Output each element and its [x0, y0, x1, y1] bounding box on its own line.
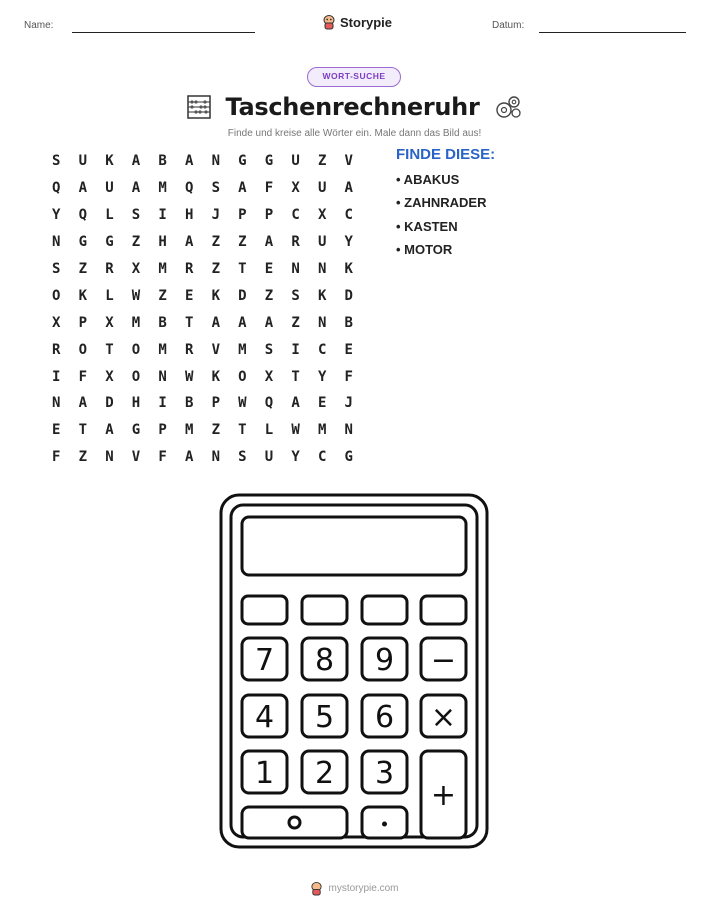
grid-letter[interactable]: G	[264, 153, 274, 170]
word-item: • ABAKUS	[396, 172, 460, 187]
grid-letter[interactable]: M	[158, 261, 167, 277]
grid-letter[interactable]: R	[52, 341, 61, 358]
grid-letter[interactable]: J	[211, 207, 220, 224]
grid-row	[52, 444, 371, 471]
grid-letter[interactable]: Z	[317, 153, 327, 170]
grid-letter[interactable]: F	[344, 368, 353, 385]
grid-letter[interactable]: H	[158, 234, 167, 251]
grid-letter[interactable]: K	[105, 153, 114, 170]
grid-letter[interactable]: X	[131, 261, 141, 277]
grid-row	[52, 148, 371, 175]
calc-key-label: 9	[374, 643, 395, 678]
grid-letter[interactable]: R	[184, 341, 194, 358]
instructions: Finde und kreise alle Wörter ein. Male dann das Bild aus!	[227, 128, 482, 139]
grid-letter[interactable]: A	[131, 153, 141, 170]
letter-grid	[52, 148, 371, 471]
grid-letter[interactable]: N	[211, 449, 220, 466]
grid-letter[interactable]: T	[238, 261, 247, 277]
grid-letter[interactable]: L	[105, 207, 114, 224]
grid-letter[interactable]: O	[52, 287, 61, 304]
grid-letter[interactable]: S	[52, 153, 61, 170]
grid-letter[interactable]: N	[52, 234, 61, 251]
grid-letter[interactable]: P	[78, 314, 88, 331]
calc-key-label: ×	[430, 700, 457, 735]
calc-key-label: 7	[254, 643, 275, 678]
grid-letter[interactable]: K	[211, 287, 220, 304]
word-item: • KASTEN	[396, 218, 458, 234]
storypie-brand	[322, 14, 392, 30]
grid-letter[interactable]: U	[291, 153, 300, 170]
grid-letter[interactable]: Y	[317, 368, 327, 385]
grid-letter[interactable]: S	[238, 449, 247, 466]
calc-key-label: 1	[254, 756, 275, 791]
grid-letter[interactable]: O	[131, 341, 141, 358]
grid-letter[interactable]: F	[264, 180, 274, 197]
grid-letter[interactable]: F	[158, 449, 167, 466]
grid-letter[interactable]: X	[105, 314, 114, 331]
grid-letter[interactable]: K	[317, 287, 327, 304]
word-search-badge: WORT-SUCHE	[307, 67, 401, 87]
grid-letter[interactable]: M	[184, 422, 194, 439]
grid-letter[interactable]: A	[211, 314, 220, 331]
grid-letter[interactable]: U	[105, 180, 114, 197]
grid-letter[interactable]: A	[131, 180, 141, 197]
grid-letter[interactable]: I	[291, 341, 300, 358]
calc-key-label: −	[430, 643, 457, 678]
grid-row	[52, 309, 371, 336]
grid-letter[interactable]: A	[184, 153, 194, 170]
grid-letter[interactable]: I	[52, 368, 61, 385]
grid-letter[interactable]: K	[78, 287, 88, 304]
grid-letter[interactable]: O	[78, 341, 88, 358]
grid-letter[interactable]: F	[52, 449, 61, 466]
calc-key-label: 3	[374, 756, 395, 791]
storypie-logo-icon	[310, 881, 323, 896]
grid-letter[interactable]: Z	[78, 449, 88, 466]
grid-letter[interactable]: E	[264, 261, 274, 277]
grid-letter[interactable]: Z	[211, 422, 220, 439]
name-line[interactable]	[72, 32, 255, 33]
grid-letter[interactable]: Y	[291, 449, 300, 466]
grid-letter[interactable]: Z	[264, 287, 274, 304]
grid-row	[52, 202, 371, 229]
grid-letter[interactable]: H	[131, 395, 141, 412]
grid-letter[interactable]: X	[52, 314, 61, 331]
grid-letter[interactable]: H	[184, 207, 194, 224]
word-list	[396, 172, 487, 266]
grid-letter[interactable]: D	[344, 287, 353, 304]
grid-letter[interactable]: M	[317, 422, 327, 439]
grid-letter[interactable]: Z	[238, 234, 247, 251]
grid-letter[interactable]: A	[105, 422, 114, 439]
calc-key-label: 2	[314, 756, 335, 791]
grid-letter[interactable]: C	[291, 207, 300, 224]
grid-letter[interactable]: Y	[52, 207, 61, 224]
grid-letter[interactable]: R	[291, 234, 300, 251]
grid-letter[interactable]: B	[158, 153, 167, 170]
grid-letter[interactable]: K	[344, 261, 353, 277]
grid-letter[interactable]: N	[344, 422, 353, 439]
grid-letter[interactable]: M	[131, 314, 141, 331]
grid-letter[interactable]: B	[184, 395, 194, 412]
grid-letter[interactable]: A	[78, 395, 88, 412]
calc-key-label: 8	[314, 643, 335, 678]
grid-letter[interactable]: A	[184, 234, 194, 251]
grid-row	[52, 256, 371, 283]
grid-letter[interactable]: C	[317, 449, 327, 466]
grid-letter[interactable]: D	[238, 287, 247, 304]
calc-key-label: 6	[374, 700, 395, 735]
date-label: Datum:	[492, 20, 525, 31]
grid-letter[interactable]: G	[78, 234, 88, 251]
grid-letter[interactable]: Q	[264, 395, 274, 412]
grid-letter[interactable]: N	[317, 314, 327, 331]
grid-letter[interactable]: Z	[158, 287, 167, 304]
grid-letter[interactable]: Q	[52, 180, 61, 197]
grid-letter[interactable]: Z	[211, 261, 220, 277]
grid-letter[interactable]: G	[105, 234, 114, 251]
grid-row	[52, 282, 371, 309]
grid-letter[interactable]: Z	[78, 261, 88, 277]
grid-row	[52, 390, 371, 417]
grid-letter[interactable]: O	[131, 368, 141, 385]
grid-letter[interactable]: T	[78, 422, 88, 439]
grid-letter[interactable]: K	[211, 368, 220, 385]
grid-letter[interactable]: N	[105, 449, 114, 466]
brand-name: Storypie	[340, 14, 393, 30]
grid-letter[interactable]: U	[78, 153, 88, 170]
word-item: • ZAHNRADER	[396, 195, 487, 211]
grid-row	[52, 363, 371, 390]
grid-letter[interactable]: J	[344, 395, 353, 412]
grid-letter[interactable]: C	[317, 341, 327, 358]
grid-letter[interactable]: A	[78, 180, 88, 197]
grid-letter[interactable]: B	[158, 314, 167, 331]
grid-letter[interactable]: W	[291, 422, 300, 439]
grid-letter[interactable]: M	[158, 180, 167, 197]
grid-letter[interactable]: V	[211, 341, 220, 358]
grid-row	[52, 229, 371, 256]
grid-letter[interactable]: Z	[131, 234, 141, 251]
gears-icon	[493, 94, 523, 120]
grid-letter[interactable]: E	[184, 287, 194, 304]
grid-letter[interactable]: W	[238, 395, 247, 412]
find-title: FINDE DIESE:	[396, 146, 496, 163]
grid-letter[interactable]: Z	[211, 234, 220, 251]
grid-letter[interactable]: L	[105, 287, 114, 304]
grid-letter[interactable]: P	[158, 422, 167, 439]
grid-letter[interactable]: P	[238, 207, 247, 224]
grid-letter[interactable]: N	[52, 395, 61, 412]
grid-letter[interactable]: X	[317, 207, 327, 224]
grid-letter[interactable]: P	[211, 395, 220, 412]
grid-row	[52, 175, 371, 202]
grid-row	[52, 417, 371, 444]
grid-letter[interactable]: G	[238, 153, 247, 170]
grid-letter[interactable]: A	[291, 395, 300, 412]
storypie-logo-icon	[322, 14, 336, 30]
title-row	[0, 90, 709, 124]
grid-letter[interactable]: L	[264, 422, 274, 439]
date-line[interactable]	[539, 32, 686, 33]
grid-letter[interactable]: W	[131, 287, 141, 304]
grid-letter[interactable]: E	[52, 422, 61, 439]
grid-letter[interactable]: S	[264, 341, 274, 358]
grid-letter[interactable]: X	[105, 368, 114, 385]
grid-letter[interactable]: V	[131, 449, 141, 466]
word-item: • MOTOR	[396, 242, 453, 258]
grid-letter[interactable]: E	[317, 395, 327, 412]
grid-letter[interactable]: A	[264, 314, 274, 331]
calc-key-label: +	[430, 778, 457, 813]
grid-letter[interactable]: N	[291, 261, 300, 277]
grid-letter[interactable]: S	[131, 207, 141, 224]
grid-letter[interactable]: W	[184, 368, 194, 385]
grid-letter[interactable]: T	[184, 314, 194, 331]
grid-letter[interactable]: Y	[344, 234, 353, 251]
grid-letter[interactable]: V	[344, 153, 353, 170]
grid-row	[52, 336, 371, 363]
abacus-icon	[186, 94, 212, 120]
grid-letter[interactable]: G	[344, 449, 353, 466]
page-title: Taschenrechneruhr	[225, 93, 480, 121]
grid-letter[interactable]: A	[344, 180, 353, 197]
grid-letter[interactable]: I	[158, 395, 167, 412]
grid-letter[interactable]: Q	[78, 207, 88, 224]
grid-letter[interactable]: S	[211, 180, 220, 197]
footer	[0, 881, 709, 896]
calc-key-label: 5	[314, 700, 335, 735]
grid-letter[interactable]: M	[158, 341, 167, 358]
grid-letter[interactable]: S	[52, 261, 61, 277]
grid-letter[interactable]: U	[264, 449, 274, 466]
grid-letter[interactable]: U	[317, 180, 327, 197]
calculator-drawing	[218, 492, 490, 850]
grid-letter[interactable]: A	[238, 180, 247, 197]
grid-letter[interactable]: T	[291, 368, 300, 385]
grid-letter[interactable]: S	[291, 287, 300, 304]
calc-key-label: 4	[254, 700, 275, 735]
grid-letter[interactable]: U	[317, 234, 327, 251]
grid-letter[interactable]: Z	[291, 314, 300, 331]
grid-letter[interactable]: T	[238, 422, 247, 439]
grid-letter[interactable]: G	[131, 422, 141, 439]
grid-letter[interactable]: R	[184, 261, 194, 277]
footer-url[interactable]: mystorypie.com	[328, 883, 399, 894]
grid-letter[interactable]: O	[238, 368, 247, 385]
grid-letter[interactable]: F	[78, 368, 88, 385]
grid-letter[interactable]: N	[317, 261, 327, 277]
grid-letter[interactable]: R	[105, 261, 114, 277]
grid-letter[interactable]: A	[264, 234, 274, 251]
name-label: Name:	[24, 20, 54, 31]
grid-letter[interactable]: M	[238, 341, 247, 358]
grid-letter[interactable]: N	[211, 153, 220, 170]
grid-letter[interactable]: D	[105, 395, 114, 412]
grid-letter[interactable]: T	[105, 341, 114, 358]
grid-letter[interactable]: N	[158, 368, 167, 385]
grid-letter[interactable]: X	[264, 368, 274, 385]
grid-letter[interactable]: A	[184, 449, 194, 466]
grid-letter[interactable]: C	[344, 207, 353, 224]
grid-letter[interactable]: X	[291, 180, 300, 197]
grid-letter[interactable]: P	[264, 207, 274, 224]
grid-letter[interactable]: B	[344, 314, 353, 331]
grid-letter[interactable]: I	[158, 207, 167, 224]
grid-letter[interactable]: A	[238, 314, 247, 331]
grid-letter[interactable]: Q	[184, 180, 194, 197]
grid-letter[interactable]: E	[344, 341, 353, 358]
